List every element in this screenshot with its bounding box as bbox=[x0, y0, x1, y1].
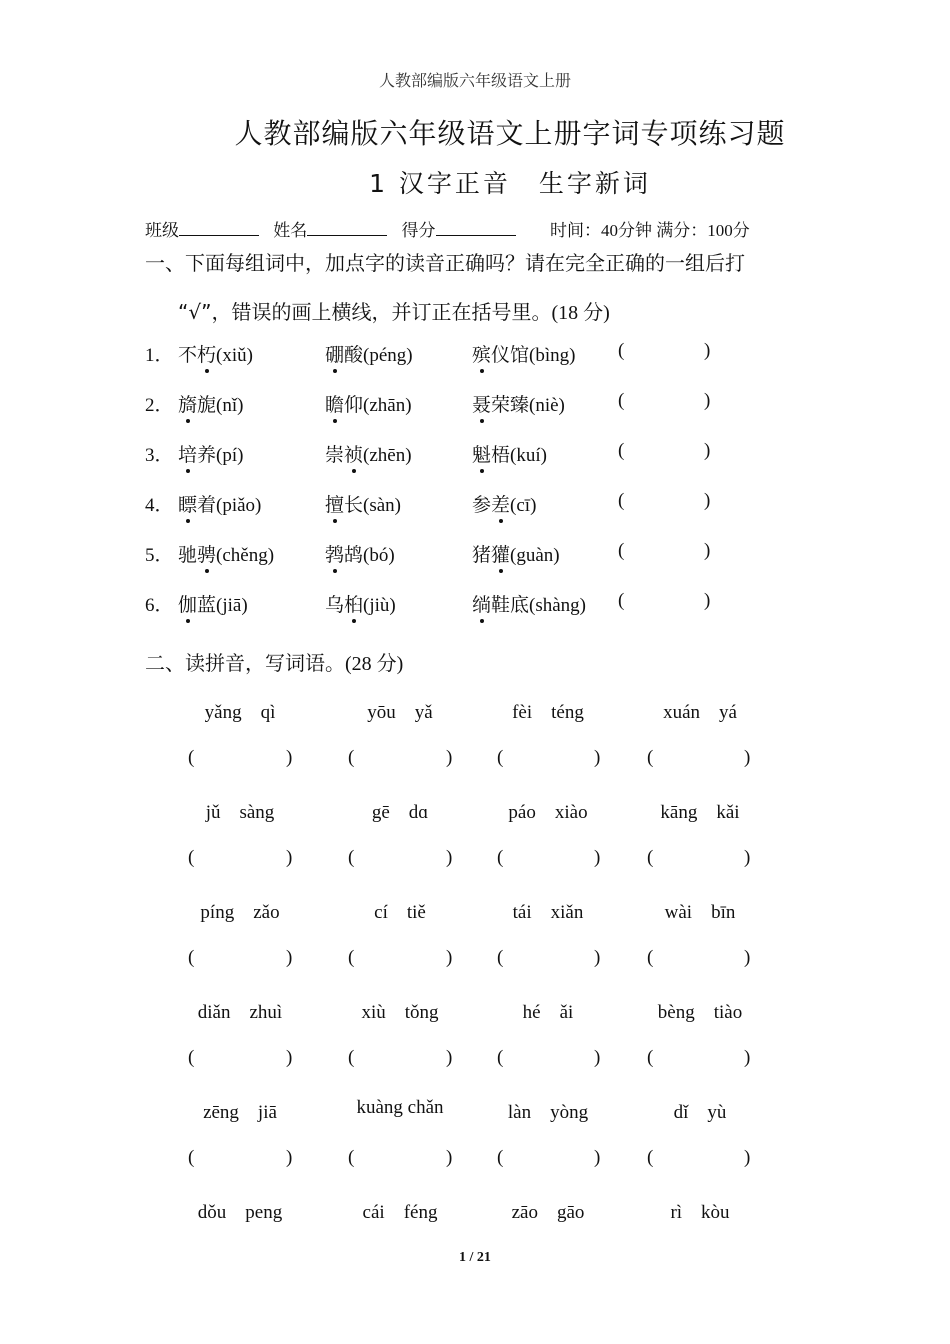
answer-paren-close: ) bbox=[704, 390, 711, 411]
answer-paren-open[interactable]: ( bbox=[647, 1147, 654, 1168]
answer-paren-open[interactable]: ( bbox=[348, 847, 355, 868]
page-title: 人教部编版六年级语文上册字词专项练习题 bbox=[234, 117, 786, 150]
class-blank[interactable] bbox=[179, 221, 259, 236]
answer-paren-close: ) bbox=[744, 1147, 751, 1168]
dotted-char: 祯 bbox=[344, 440, 363, 467]
answer-paren-open[interactable]: ( bbox=[497, 1147, 504, 1168]
section2-points: (28 分) bbox=[345, 653, 404, 675]
question-number: 2． bbox=[145, 395, 174, 416]
pinyin-item: kāng kǎi bbox=[660, 802, 740, 823]
dotted-char: 朽 bbox=[197, 340, 216, 367]
word-item: 伽蓝(jiā) bbox=[178, 590, 248, 617]
dotted-char: 瞻 bbox=[325, 390, 344, 417]
pinyin-item: cái féng bbox=[362, 1202, 438, 1223]
page-subtitle: 1 汉字正音 生字新词 bbox=[369, 169, 651, 198]
answer-paren-close: ) bbox=[704, 540, 711, 561]
page-number: 1 / 21 bbox=[459, 1250, 491, 1265]
pinyin-item: hé ǎi bbox=[522, 1002, 574, 1023]
question-number: 5． bbox=[145, 545, 174, 566]
pinyin-item: páo xiào bbox=[508, 802, 588, 823]
answer-paren-close: ) bbox=[594, 847, 601, 868]
answer-paren-open[interactable]: ( bbox=[497, 1047, 504, 1068]
word-item: 不朽(xiǔ) bbox=[178, 340, 253, 367]
word-item: 驰骋(chěng) bbox=[178, 540, 274, 567]
word-item: 乌桕(jiù) bbox=[325, 590, 396, 617]
pinyin-item: yōu yǎ bbox=[367, 702, 433, 723]
dotted-char: 桕 bbox=[344, 590, 363, 617]
pinyin-item: fèi téng bbox=[512, 702, 584, 723]
dotted-char: 差 bbox=[491, 490, 510, 517]
word-item: 崇祯(zhēn) bbox=[325, 440, 412, 467]
pinyin-item: kuàng chǎn bbox=[356, 1097, 444, 1118]
answer-paren-close: ) bbox=[286, 947, 293, 968]
answer-paren-close: ) bbox=[704, 490, 711, 511]
time-limit: 时间：40分钟 bbox=[550, 221, 652, 240]
section1-points: (18 分) bbox=[551, 302, 610, 324]
word-item: 殡仪馆(bìng) bbox=[472, 340, 575, 367]
pinyin-item: xuán yá bbox=[663, 702, 737, 723]
answer-paren-open[interactable]: ( bbox=[647, 947, 654, 968]
answer-paren-close: ) bbox=[286, 747, 293, 768]
word-item: 聂荣臻(niè) bbox=[472, 390, 565, 417]
dotted-char: 骋 bbox=[197, 540, 216, 567]
answer-paren-close: ) bbox=[446, 847, 453, 868]
answer-paren-close: ) bbox=[704, 590, 711, 611]
word-item: 旖旎(nǐ) bbox=[178, 390, 243, 417]
pinyin-item: yǎng qì bbox=[204, 702, 276, 723]
answer-paren-close: ) bbox=[594, 747, 601, 768]
dotted-char: 瞟 bbox=[178, 490, 197, 517]
word-item: 瞻仰(zhān) bbox=[325, 390, 412, 417]
name-label: 姓名 bbox=[273, 221, 308, 240]
answer-paren-close: ) bbox=[704, 340, 711, 361]
page-header: 人教部编版六年级语文上册 bbox=[378, 73, 571, 90]
answer-paren-close: ) bbox=[446, 947, 453, 968]
answer-paren-open[interactable]: ( bbox=[618, 540, 625, 561]
word-item: 绱鞋底(shàng) bbox=[472, 590, 586, 617]
question-number: 4． bbox=[145, 495, 174, 516]
answer-paren-open[interactable]: ( bbox=[618, 340, 625, 361]
answer-paren-close: ) bbox=[286, 1047, 293, 1068]
full-score: 满分：100分 bbox=[656, 221, 750, 240]
answer-paren-open[interactable]: ( bbox=[647, 747, 654, 768]
answer-paren-close: ) bbox=[594, 1047, 601, 1068]
score-label: 得分 bbox=[401, 221, 436, 240]
answer-paren-close: ) bbox=[446, 1047, 453, 1068]
dotted-char: 伽 bbox=[178, 590, 197, 617]
pinyin-item: rì kòu bbox=[670, 1202, 730, 1223]
pinyin-item: làn yòng bbox=[507, 1102, 589, 1123]
answer-paren-open[interactable]: ( bbox=[497, 847, 504, 868]
dotted-char: 培 bbox=[178, 440, 197, 467]
word-item: 参差(cī) bbox=[472, 490, 536, 517]
answer-paren-open[interactable]: ( bbox=[618, 490, 625, 511]
dotted-char: 硼 bbox=[325, 340, 344, 367]
pinyin-item: jǔ sàng bbox=[205, 802, 275, 823]
answer-paren-close: ) bbox=[594, 1147, 601, 1168]
answer-paren-close: ) bbox=[446, 747, 453, 768]
score-blank[interactable] bbox=[436, 221, 516, 236]
word-item: 猪獾(guàn) bbox=[472, 540, 560, 567]
pinyin-item: zāo gāo bbox=[511, 1202, 585, 1223]
answer-paren-open[interactable]: ( bbox=[348, 1147, 355, 1168]
question-number: 3． bbox=[145, 445, 174, 466]
pinyin-item: píng zǎo bbox=[200, 902, 280, 923]
answer-paren-open[interactable]: ( bbox=[188, 947, 195, 968]
answer-paren-close: ) bbox=[286, 1147, 293, 1168]
dotted-char: 绱 bbox=[472, 590, 491, 617]
pinyin-item: xiù tǒng bbox=[361, 1002, 439, 1023]
dotted-char: 擅 bbox=[325, 490, 344, 517]
dotted-char: 殡 bbox=[472, 340, 491, 367]
answer-paren-close: ) bbox=[744, 847, 751, 868]
answer-paren-close: ) bbox=[446, 1147, 453, 1168]
section2-title: 二、读拼音，写词语。(28 分) bbox=[145, 651, 404, 675]
word-item: 瞟着(piǎo) bbox=[178, 490, 261, 517]
word-item: 魁梧(kuí) bbox=[472, 440, 547, 467]
answer-paren-open[interactable]: ( bbox=[188, 747, 195, 768]
pinyin-item: zēng jiā bbox=[203, 1102, 277, 1123]
pinyin-item: diǎn zhuì bbox=[197, 1002, 283, 1023]
answer-paren-open[interactable]: ( bbox=[497, 947, 504, 968]
section1-instruction-line2: “√”，错误的画上横线，并订正在括号里。(18 分) bbox=[178, 300, 610, 324]
answer-paren-open[interactable]: ( bbox=[647, 1047, 654, 1068]
word-item: 硼酸(péng) bbox=[325, 340, 413, 367]
pinyin-item: bèng tiào bbox=[657, 1002, 743, 1023]
dotted-char: 獾 bbox=[491, 540, 510, 567]
answer-paren-open[interactable]: ( bbox=[348, 1047, 355, 1068]
answer-paren-open[interactable]: ( bbox=[348, 947, 355, 968]
answer-paren-open[interactable]: ( bbox=[188, 1147, 195, 1168]
answer-paren-close: ) bbox=[704, 440, 711, 461]
answer-paren-close: ) bbox=[744, 1047, 751, 1068]
word-item: 培养(pí) bbox=[178, 440, 243, 467]
answer-paren-open[interactable]: ( bbox=[618, 590, 625, 611]
pinyin-item: wài bīn bbox=[664, 902, 736, 923]
answer-paren-open[interactable]: ( bbox=[348, 747, 355, 768]
dotted-char: 鹁 bbox=[325, 540, 344, 567]
answer-paren-close: ) bbox=[286, 847, 293, 868]
answer-paren-open[interactable]: ( bbox=[188, 1047, 195, 1068]
word-item: 擅长(sàn) bbox=[325, 490, 401, 517]
answer-paren-open[interactable]: ( bbox=[497, 747, 504, 768]
dotted-char: 聂 bbox=[472, 390, 491, 417]
dotted-char: 魁 bbox=[472, 440, 491, 467]
answer-paren-close: ) bbox=[744, 947, 751, 968]
pinyin-item: cí tiě bbox=[374, 902, 426, 923]
answer-paren-open[interactable]: ( bbox=[618, 440, 625, 461]
answer-paren-open[interactable]: ( bbox=[647, 847, 654, 868]
pinyin-item: gē dɑ bbox=[371, 802, 429, 823]
question-number: 6． bbox=[145, 595, 174, 616]
student-info-line bbox=[145, 216, 750, 241]
name-blank[interactable] bbox=[307, 221, 387, 236]
answer-paren-open[interactable]: ( bbox=[188, 847, 195, 868]
section1-instruction-line1: 一、下面每组词中，加点字的读音正确吗？请在完全正确的一组后打 bbox=[145, 251, 745, 275]
pinyin-item: tái xiǎn bbox=[512, 902, 584, 923]
dotted-char: 旖 bbox=[178, 390, 197, 417]
answer-paren-open[interactable]: ( bbox=[618, 390, 625, 411]
question-number: 1． bbox=[145, 345, 174, 366]
pinyin-item: dǒu peng bbox=[197, 1202, 283, 1223]
pinyin-item: dǐ yù bbox=[673, 1102, 727, 1123]
answer-paren-close: ) bbox=[594, 947, 601, 968]
word-item: 鹁鸪(bó) bbox=[325, 540, 395, 567]
answer-paren-close: ) bbox=[744, 747, 751, 768]
class-label: 班级 bbox=[145, 221, 179, 240]
